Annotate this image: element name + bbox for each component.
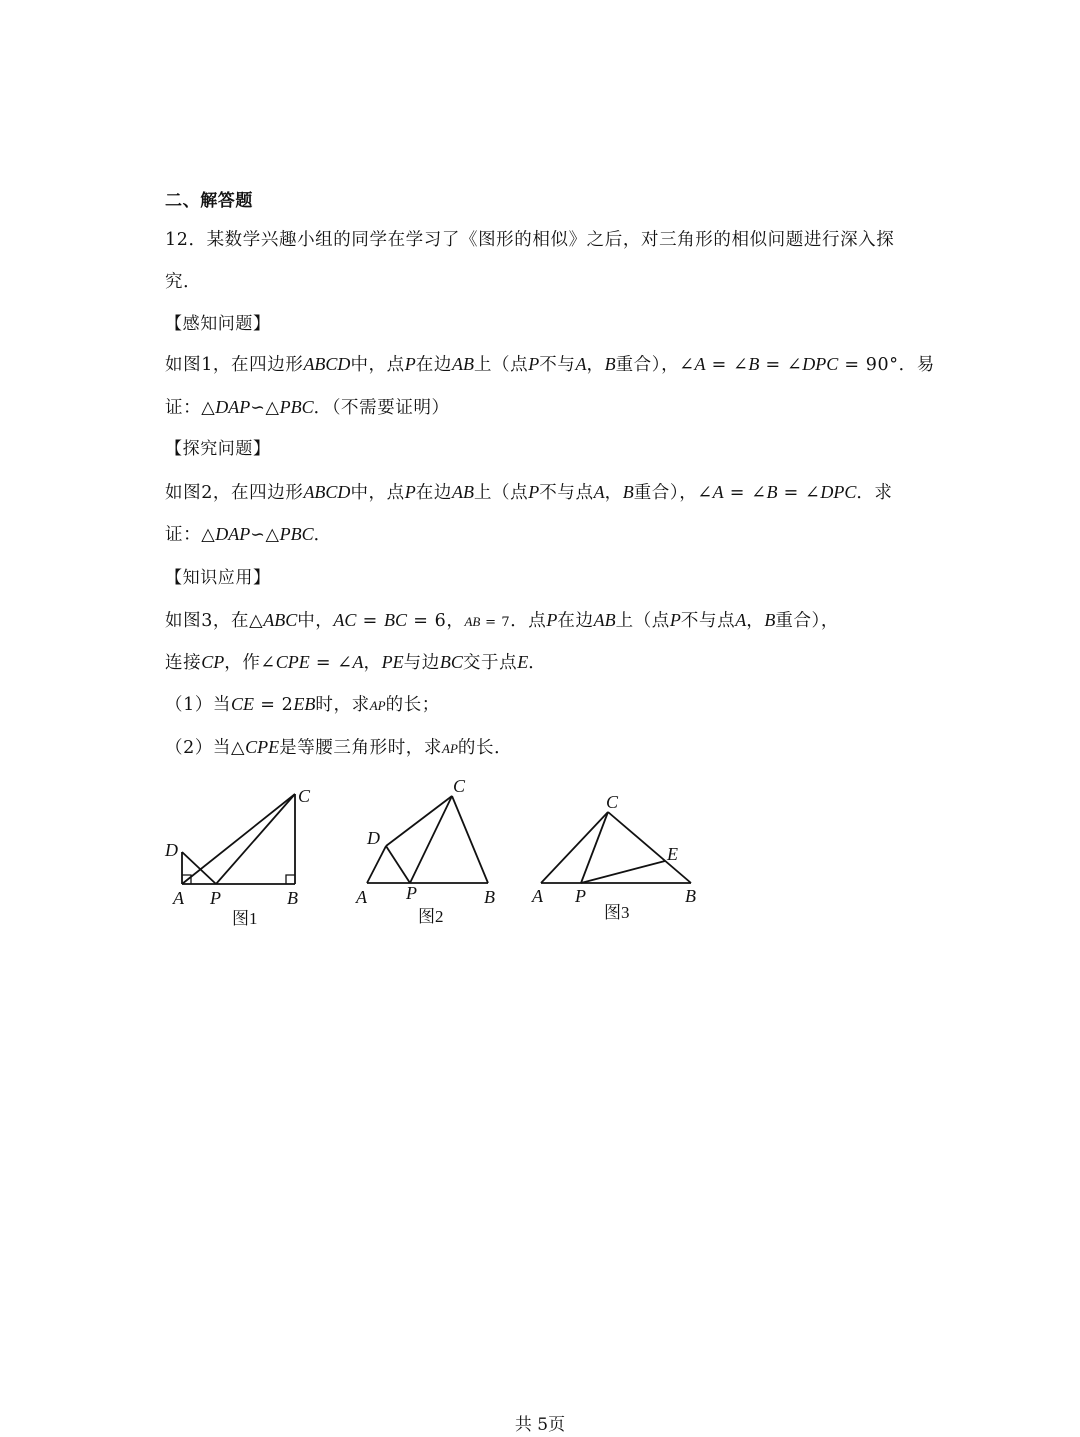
fig1-right-angle-B — [286, 875, 295, 884]
figure-3 — [525, 785, 715, 935]
fig2-edge-PC — [410, 796, 452, 883]
fig2-label-A: A — [356, 887, 367, 907]
fig2-label-B: B — [484, 887, 495, 907]
part3-question-1: （1）当CE = 2EB时，求AP的长； — [165, 694, 440, 715]
fig1-label-B: B — [287, 888, 298, 908]
fig3-label-E: E — [667, 844, 678, 864]
part1-text-line-2: 证：△DAP∽△PBC．（不需要证明） — [165, 397, 450, 418]
fig2-caption: 图2 — [418, 907, 444, 926]
fig3-caption: 图3 — [604, 903, 630, 922]
section-title: 二、解答题 — [165, 191, 253, 211]
figure-2 — [350, 770, 520, 930]
part3-heading: 【知识应用】 — [165, 568, 271, 588]
fig2-edge-AD — [367, 846, 386, 883]
part3-text-line-1: 如图3，在△ABC中，AC = BC = 6，AB = 7．点P在边AB上（点P不与点A，B重合）， — [165, 610, 839, 631]
part1-text-line-1: 如图1，在四边形ABCD中，点P在边AB上（点P不与A，B重合），∠A = ∠B = ∠DPC = 90°．易 — [165, 354, 935, 375]
fig1-edge-DC — [182, 794, 295, 884]
part1-heading: 【感知问题】 — [165, 314, 271, 334]
fig1-caption: 图1 — [232, 909, 258, 928]
fig1-label-P: P — [210, 888, 221, 908]
fig3-label-B: B — [685, 886, 696, 906]
part2-text-line-2: 证：△DAP∽△PBC． — [165, 524, 332, 545]
fig1-label-C: C — [298, 786, 311, 806]
part2-text-line-1: 如图2，在四边形ABCD中，点P在边AB上（点P不与点A，B重合），∠A = ∠B = ∠DPC．求 — [165, 482, 893, 503]
fig3-edge-AC — [541, 812, 608, 883]
page-footer: 共 5页 — [514, 1415, 566, 1435]
fig2-label-P: P — [406, 883, 417, 903]
fig2-label-C: C — [453, 776, 466, 796]
fig1-edge-PC — [216, 794, 295, 884]
fig3-label-A: A — [532, 886, 543, 906]
fig3-label-C: C — [606, 792, 619, 812]
fig3-edge-PE — [581, 861, 665, 883]
problem-stem-line-2: 究． — [165, 272, 202, 292]
fig2-edge-CB — [452, 796, 488, 883]
fig2-label-D: D — [367, 828, 380, 848]
figure-1 — [160, 780, 330, 940]
fig3-label-P: P — [575, 886, 586, 906]
fig3-edge-PC — [581, 812, 608, 883]
fig1-label-A: A — [173, 888, 184, 908]
fig2-edge-DP — [386, 846, 410, 883]
fig1-label-D: D — [165, 840, 178, 860]
part2-heading: 【探究问题】 — [165, 439, 271, 459]
part3-question-2: （2）当△CPE是等腰三角形时，求AP的长． — [165, 737, 513, 758]
fig2-edge-DC — [386, 796, 452, 846]
part3-text-line-2: 连接CP，作∠CPE = ∠A，PE与边BC交于点E． — [165, 652, 547, 673]
problem-stem-line-1: 12．某数学兴趣小组的同学在学习了《图形的相似》之后，对三角形的相似问题进行深入探 — [165, 230, 895, 250]
